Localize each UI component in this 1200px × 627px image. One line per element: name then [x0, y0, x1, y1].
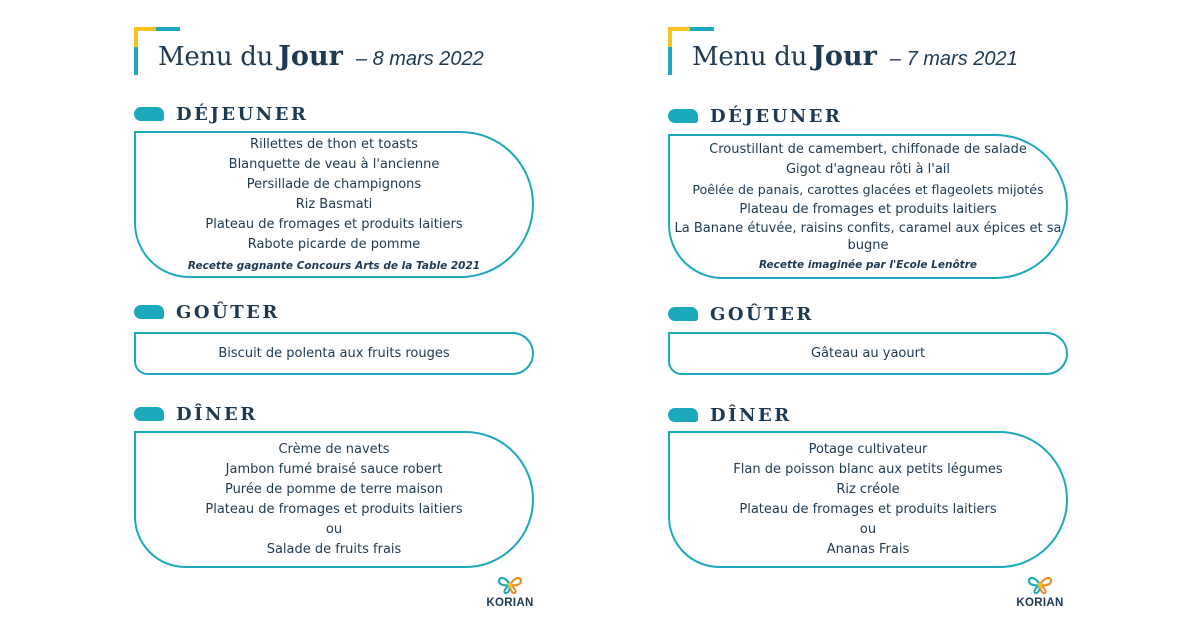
section-title: DÎNER: [710, 404, 792, 426]
title-bold: Jour: [812, 41, 877, 72]
section-title: GOÛTER: [710, 303, 814, 325]
section-title: DÉJEUNER: [176, 103, 309, 125]
butterfly-logo-icon: [1027, 575, 1053, 595]
menu-title: [692, 41, 1018, 72]
korian-logo: [475, 575, 545, 619]
title-regular: Menu du: [158, 42, 274, 72]
menu-item: Jambon fumé braisé sauce robert: [225, 461, 443, 477]
menu-item: Flan de poisson blanc aux petits légumes: [733, 461, 1003, 477]
menu-item: Plateau de fromages et produits laitiers: [739, 501, 997, 517]
section-header-gouter: [668, 304, 814, 324]
menu-item: Ananas Frais: [826, 541, 910, 557]
menu-item: Plateau de fromages et produits laitiers: [205, 216, 463, 232]
menu-item: Plateau de fromages et produits laitiers: [205, 501, 463, 517]
menu-item: Blanquette de veau à l'ancienne: [228, 156, 440, 172]
gouter-box: [134, 332, 534, 375]
menu-item: Plateau de fromages et produits laitiers: [739, 201, 997, 217]
section-title: DÉJEUNER: [710, 105, 843, 127]
menu-item: Rabote picarde de pomme: [247, 236, 421, 252]
menu-item: Gâteau au yaourt: [810, 345, 926, 361]
menu-item: Gigot d'agneau rôti à l'ail: [785, 161, 951, 177]
section-title: GOÛTER: [176, 301, 280, 323]
dejeuner-box: [668, 134, 1068, 279]
menu-item: ou: [325, 521, 343, 537]
pill-icon: [134, 305, 164, 319]
gouter-box: [668, 332, 1068, 375]
menu-item: Crème de navets: [278, 441, 390, 457]
menu-date: – 8 mars 2022: [355, 48, 484, 70]
title-regular: Menu du: [692, 42, 808, 72]
menu-item: Potage cultivateur: [808, 441, 928, 457]
menu-panel-2022: [130, 0, 560, 627]
recipe-note: Recette gagnante Concours Arts de la Table 2021: [187, 259, 481, 272]
menu-date: – 7 mars 2021: [889, 48, 1018, 70]
butterfly-logo-icon: [497, 575, 523, 595]
menu-item: Riz Basmati: [295, 196, 373, 212]
section-header-dejeuner: [668, 106, 842, 126]
section-header-diner: [134, 404, 258, 424]
pill-icon: [668, 109, 698, 123]
dejeuner-box: [134, 131, 534, 278]
menu-item: Poêlée de panais, carottes glacées et flageolets mijotés: [692, 181, 1044, 197]
pill-icon: [134, 107, 164, 121]
menu-item: Rillettes de thon et toasts: [250, 136, 418, 152]
menu-item: ou: [859, 521, 877, 537]
menu-item: La Banane étuvée, raisins confits, caramel aux épices et sa bugne: [674, 220, 1062, 253]
section-header-dejeuner: [134, 104, 308, 124]
pill-icon: [668, 408, 698, 422]
diner-box: [134, 431, 534, 568]
section-title: DÎNER: [176, 403, 258, 425]
korian-logo: [1005, 575, 1075, 619]
section-header-gouter: [134, 302, 280, 322]
menu-title: [158, 41, 484, 72]
menu-item: Biscuit de polenta aux fruits rouges: [218, 345, 450, 361]
menu-item: Croustillant de camembert, chiffonade de salade: [709, 141, 1027, 157]
section-header-diner: [668, 405, 792, 425]
menu-item: Purée de pomme de terre maison: [224, 481, 444, 497]
logo-text: KORIAN: [486, 597, 534, 609]
diner-box: [668, 431, 1068, 568]
logo-text: KORIAN: [1016, 597, 1064, 609]
pill-icon: [668, 307, 698, 321]
menu-panel-2021: [664, 0, 1094, 627]
recipe-note: Recette imaginée par l'Ecole Lenôtre: [758, 258, 977, 271]
title-bold: Jour: [278, 41, 343, 72]
menu-item: Salade de fruits frais: [266, 541, 402, 557]
pill-icon: [134, 407, 164, 421]
menu-item: Riz créole: [836, 481, 900, 497]
menu-item: Persillade de champignons: [246, 176, 422, 192]
